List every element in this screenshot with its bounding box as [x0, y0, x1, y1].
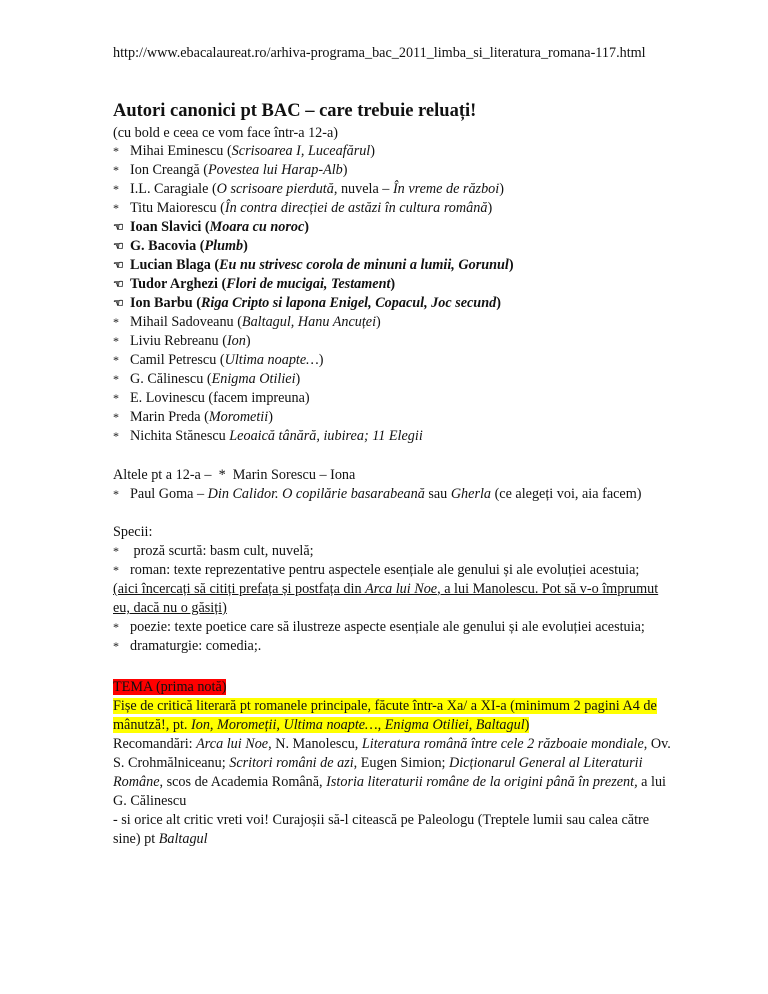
- list-item: * Mihai Eminescu (Scrisoarea I, Luceafărul): [113, 143, 375, 159]
- pointing-hand-icon: ☜: [113, 296, 124, 310]
- list-item: ☜ Ion Barbu (Riga Cripto si lapona Enigel, Copacul, Joc secund): [113, 295, 501, 311]
- species-item: * poezie: texte poetice care să ilustreze aspecte esențiale ale genului și ale evoluției acestuia;: [113, 619, 645, 635]
- species-item: * roman: texte reprezentative pentru aspectele esențiale ale genului și ale evoluției acestuia;: [113, 562, 640, 578]
- list-item: * Titu Maiorescu (În contra direcției de astăzi în cultura română): [113, 200, 493, 216]
- bullet-icon: *: [113, 163, 119, 177]
- bullet-icon: *: [113, 334, 119, 348]
- bullet-icon: *: [113, 201, 119, 215]
- bullet-icon: *: [113, 620, 119, 634]
- bullet-icon: *: [113, 487, 119, 501]
- pointing-hand-icon: ☜: [113, 258, 124, 272]
- species-heading: Specii:: [113, 524, 153, 540]
- list-item: * Ion Creangă (Povestea lui Harap-Alb): [113, 162, 348, 178]
- bullet-icon: *: [113, 563, 119, 577]
- extra-note: - si orice alt critic vreti voi! Curajoșii să-l citească pe Paleologu (Treptele lumii sau calea către sine) pt Baltagul: [113, 812, 650, 847]
- list-item: * Liviu Rebreanu (Ion): [113, 333, 251, 349]
- bullet-icon: *: [113, 429, 119, 443]
- list-item: * G. Călinescu (Enigma Otiliei): [113, 371, 301, 387]
- list-item: * Mihail Sadoveanu (Baltagul, Hanu Ancuței): [113, 314, 381, 330]
- homework-section: [113, 678, 673, 849]
- other-authors: [113, 466, 673, 504]
- homework-task: Fișe de critică literară pt romanele principale, făcute într-a Xa/ a XI-a (minimum 2 pagini A4 de mânutză!, pt. Ion, Moromeții, Ultima noapte…, Enigma Otiliei, Baltagul): [113, 698, 657, 733]
- bullet-icon: *: [113, 391, 119, 405]
- pointing-hand-icon: ☜: [113, 220, 124, 234]
- bullet-icon: *: [113, 353, 119, 367]
- list-item: ☜ Ioan Slavici (Moara cu noroc): [113, 219, 309, 235]
- list-item: * E. Lovinescu (facem impreuna): [113, 390, 310, 406]
- bullet-icon: *: [113, 372, 119, 386]
- pointing-hand-icon: ☜: [113, 239, 124, 253]
- bullet-icon: *: [113, 544, 119, 558]
- goma-line: * Paul Goma – Din Calidor. O copilărie basarabeană sau Gherla (ce alegeți voi, aia facem): [113, 486, 642, 502]
- recommendations: Recomandări: Arca lui Noe, N. Manolescu, Literatura română între cele 2 războaie mondiale, Ov. S. Crohmălniceanu; Scritori români de azi, Eugen Simion; Dicționarul General al Literaturii Române, scos de Academia Română, Istoria literaturii române de la origini până în prezent, a lui G. Călinescu: [113, 736, 671, 809]
- page-title: Autori canonici pt BAC – care trebuie reluați!: [113, 101, 477, 121]
- bullet-icon: *: [113, 144, 119, 158]
- list-item: * Nichita Stănescu Leoaică tânără, iubirea; 11 Elegii: [113, 428, 423, 444]
- list-item: * I.L. Caragiale (O scrisoare pierdută, nuvela – În vreme de război): [113, 181, 504, 197]
- list-item: ☜ G. Bacovia (Plumb): [113, 238, 248, 254]
- list-item: * Camil Petrescu (Ultima noapte…): [113, 352, 324, 368]
- pointing-hand-icon: ☜: [113, 277, 124, 291]
- homework-label: TEMA (prima notă): [113, 679, 227, 695]
- species-item: * proză scurtă: basm cult, nuvelă;: [113, 543, 314, 559]
- bullet-icon: *: [113, 410, 119, 424]
- source-url[interactable]: http://www.ebacalaureat.ro/arhiva-programa_bac_2011_limba_si_literatura_romana-117.html: [113, 45, 646, 61]
- species-item: * dramaturgie: comedia;.: [113, 638, 262, 654]
- list-item: ☜ Lucian Blaga (Eu nu strivesc corola de minuni a lumii, Gorunul): [113, 257, 514, 273]
- bullet-icon: *: [113, 639, 119, 653]
- authors-list: [113, 142, 673, 446]
- altele-line: Altele pt a 12-a – * Marin Sorescu – Iona: [113, 467, 356, 483]
- list-item: * Marin Preda (Morometii): [113, 409, 273, 425]
- roman-note: (aici încercați să citiți prefața și postfața din Arca lui Noe, a lui Manolescu. Pot să v-o împrumut eu, dacă nu o găsiți): [113, 581, 659, 616]
- bullet-icon: *: [218, 467, 226, 483]
- bullet-icon: *: [113, 315, 119, 329]
- list-item: ☜ Tudor Arghezi (Flori de mucigai, Testament): [113, 276, 396, 292]
- bullet-icon: *: [113, 182, 119, 196]
- species-section: [113, 523, 673, 656]
- subtitle: (cu bold e ceea ce vom face într-a 12-a): [113, 125, 339, 141]
